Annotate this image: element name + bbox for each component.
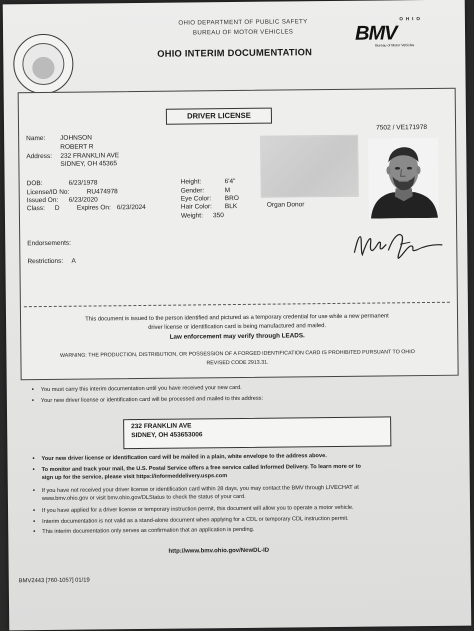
instruction-track-line2: sign up for the service, please visit https://informeddelivery.usps.com bbox=[41, 473, 228, 482]
bmv-logo-tagline: Bureau of Motor Vehicles bbox=[375, 43, 415, 48]
issued-value: 6/23/2020 bbox=[68, 196, 98, 204]
instruction-track-line1: • To monitor and track your mail, the U.S. Postal Service offers a free service called Informed Delivery. To learn more or to bbox=[42, 464, 361, 473]
warning-line1: WARNING: THE PRODUCTION, DISTRIBUTION, OR POSSESSION OF A FORGED IDENTIFICATION CARD IS PROHIBITED PURSUANT TO OHIO bbox=[59, 349, 415, 359]
name-last: JOHNSON bbox=[60, 134, 92, 142]
bmv-logo bbox=[354, 16, 427, 48]
ohio-seal-logo bbox=[13, 34, 74, 95]
document-id: 7502 / VE171978 bbox=[376, 124, 428, 132]
holder-signature bbox=[350, 230, 450, 261]
endorsements-label: Endorsements: bbox=[27, 239, 71, 248]
mailing-address-line1: 232 FRANKLIN AVE bbox=[131, 422, 192, 431]
restrictions-value: A bbox=[71, 257, 76, 265]
bmv-logo-text: BMV bbox=[354, 22, 397, 45]
bureau-name: BUREAU OF MOTOR VEHICLES bbox=[192, 28, 294, 37]
restrictions-label: Restrictions: bbox=[27, 257, 64, 266]
eye-color-value: BRO bbox=[224, 194, 239, 203]
name-label: Name: bbox=[26, 134, 46, 143]
instruction-carry: • You must carry this interim documentation until you have received your new card. bbox=[41, 385, 242, 393]
department-name: OHIO DEPARTMENT OF PUBLIC SAFETY bbox=[178, 18, 308, 27]
instruction-not-received-line1: • If you have not received your driver license or identification card within 28 days, you may contact the BMV through LIVECHAT at bbox=[42, 485, 359, 494]
height-label: Height: bbox=[180, 178, 202, 186]
weight-label: Weight: bbox=[180, 212, 203, 220]
address-line2: SIDNEY, OH 45365 bbox=[60, 160, 118, 168]
gender-value: M bbox=[224, 187, 231, 195]
license-no-value: RU474978 bbox=[86, 188, 118, 196]
document-title: OHIO INTERIM DOCUMENTATION bbox=[157, 46, 313, 59]
name-first: ROBERT R bbox=[60, 143, 94, 151]
holder-photo bbox=[368, 138, 439, 219]
notice-line2: driver license or identification card is being manufactured and mailed. bbox=[148, 323, 327, 331]
warning-line2: REVISED CODE 2913.31. bbox=[206, 359, 269, 367]
license-no-label: License/ID No: bbox=[26, 188, 70, 197]
dob-label: DOB: bbox=[26, 180, 43, 188]
dob-value: 6/23/1978 bbox=[68, 179, 98, 187]
weight-value: 350 bbox=[212, 212, 224, 220]
instruction-envelope: • Your new driver license or identification card will be mailed in a plain, white envelope to the address above. bbox=[41, 453, 326, 462]
expires-label: Expires On: bbox=[76, 204, 111, 212]
ghost-image bbox=[260, 135, 359, 198]
instruction-confirm: • This interim documentation only serves as confirmation that an application is pending. bbox=[42, 527, 254, 535]
form-number: BMV2443 [760-1057] 01/19 bbox=[18, 577, 90, 585]
instruction-cdl: • Interim documentation is not valid as a stand-alone document when applying for a CDL or temporary CDL instruction permit. bbox=[42, 516, 349, 525]
bmv-url-link[interactable]: http://www.bmv.ohio.gov/NewDL-ID bbox=[168, 547, 270, 555]
address-line1: 232 FRANKLIN AVE bbox=[60, 152, 120, 160]
address-label: Address: bbox=[26, 152, 53, 161]
height-value: 6'4" bbox=[224, 178, 236, 186]
instruction-not-received-line2: www.bmv.ohio.gov or visit bmv.ohio.gov/DLStatus to check the status of your card. bbox=[41, 493, 246, 503]
mailing-address-line2: SIDNEY, OH 453653006 bbox=[131, 431, 203, 440]
class-value: D bbox=[54, 204, 60, 212]
issued-label: Issued On: bbox=[26, 196, 59, 205]
instruction-permit: • If you have applied for a driver license or temporary instruction permit, this document will allow you to operate a motor vehicle. bbox=[42, 505, 354, 514]
bmv-logo-state: OHIO bbox=[399, 16, 423, 22]
interim-document-sheet bbox=[3, 0, 472, 630]
hair-color-label: Hair Color: bbox=[180, 203, 212, 211]
eye-color-label: Eye Color: bbox=[180, 195, 212, 203]
expires-value: 6/23/2024 bbox=[116, 203, 146, 212]
notice-line1: This document is issued to the person identified and pictured as a temporary credential for use while a new permanent bbox=[85, 313, 389, 323]
license-type-label: DRIVER LICENSE bbox=[166, 108, 272, 125]
hair-color-value: BLK bbox=[224, 202, 238, 211]
notice-leads: Law enforcement may verify through LEADS. bbox=[169, 332, 305, 341]
instruction-mailed-to: • Your new driver license or identification card will be processed and mailed to this address: bbox=[41, 396, 263, 404]
organ-donor-label: Organ Donor bbox=[266, 201, 305, 209]
gender-label: Gender: bbox=[180, 187, 205, 195]
class-label: Class: bbox=[26, 205, 45, 213]
